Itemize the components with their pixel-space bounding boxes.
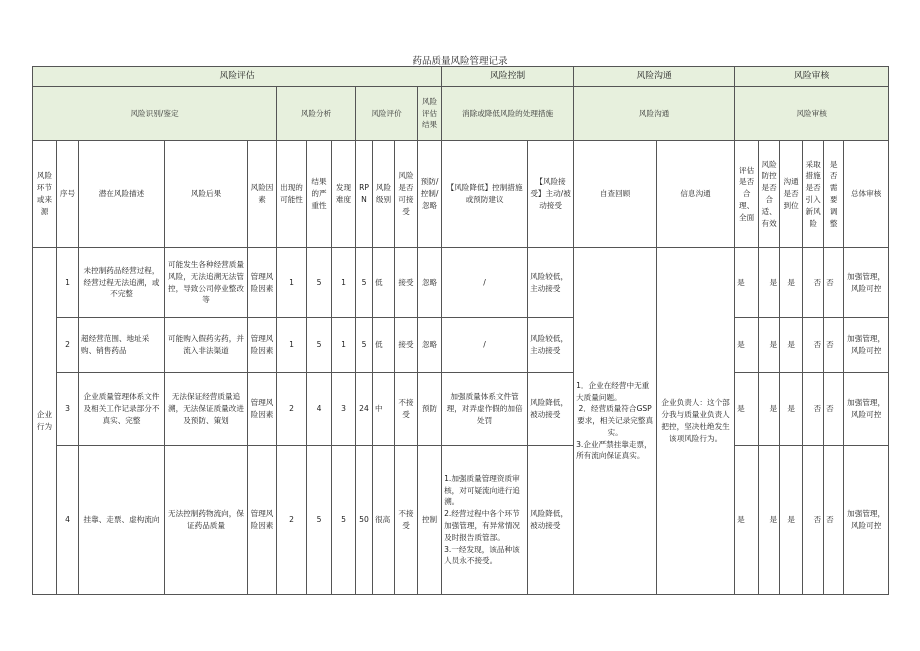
cell-accept: 风险降低，被动接受 [528, 446, 574, 595]
cell-control-ok: 是 [759, 318, 780, 373]
col-control-ok: 风险防控是否合适、有效 [759, 141, 780, 248]
cell-adjust: 否 [824, 446, 844, 595]
cell-adjust: 否 [824, 373, 844, 446]
cell-description: 企业质量管理体系文件及相关工作记录部分不真实、完整 [79, 373, 165, 446]
col-severity: 结果的严重性 [307, 141, 332, 248]
self-review-line: 1．企业在经营中无重大质量问题。 [576, 380, 650, 402]
cell-probability: 1 [277, 318, 307, 373]
header-risk-communication: 风险沟通 [574, 67, 735, 87]
cell-comm-ok: 是 [780, 248, 803, 318]
cell-probability: 1 [277, 248, 307, 318]
risk-management-table [32, 66, 889, 595]
cell-accept: 风险较低，主动接受 [528, 318, 574, 373]
header-analysis: 风险分析 [277, 87, 356, 141]
cell-eval-ok: 是 [735, 248, 759, 318]
cell-adjust: 否 [824, 248, 844, 318]
cell-description: 超经营范围、地址采购、销售药品 [79, 318, 165, 373]
table-row [33, 248, 889, 318]
cell-level: 中 [373, 373, 395, 446]
col-prevent: 预防/控制/忽略 [418, 141, 442, 248]
col-overall: 总体审核 [844, 141, 889, 248]
col-adopt-ok: 采取措施是否引入新风险 [803, 141, 824, 248]
cell-control-ok: 是 [759, 373, 780, 446]
cell-factor: 管理风险因素 [248, 373, 277, 446]
cell-consequence: 无法保证经营质量追溯，无法保证质量改进及预防、策划 [165, 373, 248, 446]
cell-accept: 风险较低，主动接受 [528, 248, 574, 318]
reduce-line: 3.一经发现，该品种该人员永不接受。 [444, 544, 520, 566]
header-evaluation-result: 风险评估结果 [418, 87, 442, 141]
cell-overall: 加强管理，风险可控 [844, 248, 889, 318]
cell-prevent: 忽略 [418, 248, 442, 318]
header-row-3 [33, 141, 889, 248]
col-adjust: 是否需要调整 [824, 141, 844, 248]
col-reduce: 【风险降低】控制措施或预防建议 [442, 141, 528, 248]
cell-factor: 管理风险因素 [248, 446, 277, 595]
col-probability: 出现的可能性 [277, 141, 307, 248]
col-info-comm: 信息沟通 [657, 141, 735, 248]
cell-reduce: 加强质量体系文件管理，对弄虚作假的加倍处罚 [442, 373, 528, 446]
cell-eval-ok: 是 [735, 318, 759, 373]
cell-acceptable: 接受 [395, 318, 418, 373]
cell-accept: 风险降低，被动接受 [528, 373, 574, 446]
table-row [33, 373, 889, 446]
cell-prevent: 控制 [418, 446, 442, 595]
col-rpn: RPN [356, 141, 373, 248]
col-self-review: 自查回顾 [574, 141, 657, 248]
col-description: 潜在风险描述 [79, 141, 165, 248]
col-level: 风险级别 [373, 141, 395, 248]
cell-detectability: 1 [332, 248, 356, 318]
cell-prevent: 预防 [418, 373, 442, 446]
cell-level: 低 [373, 318, 395, 373]
cell-overall: 加强管理，风险可控 [844, 446, 889, 595]
cell-rpn: 5 [356, 248, 373, 318]
cell-source: 企业行为 [33, 248, 57, 595]
table-row [33, 318, 889, 373]
cell-prevent: 忽略 [418, 318, 442, 373]
cell-info-comm: 企业负责人：这个部分我与质量业负责人把控，坚决杜绝发生该项风险行为。 [657, 248, 735, 595]
reduce-line: 2.经营过程中各个环节加强管理，有异常情况及时报告质管部。 [444, 509, 521, 542]
cell-reduce [442, 446, 528, 595]
cell-comm-ok: 是 [780, 446, 803, 595]
cell-seq: 1 [57, 248, 79, 318]
header-risk-assessment: 风险评估 [33, 67, 442, 87]
cell-acceptable: 接受 [395, 248, 418, 318]
cell-adopt-ok: 否 [803, 446, 824, 595]
cell-overall: 加强管理，风险可控 [844, 318, 889, 373]
cell-adopt-ok: 否 [803, 318, 824, 373]
header-review: 风险审核 [735, 87, 889, 141]
header-communication: 风险沟通 [574, 87, 735, 141]
col-source: 风险环节或来源 [33, 141, 57, 248]
cell-rpn: 50 [356, 446, 373, 595]
col-eval-ok: 评估是否合理、全面 [735, 141, 759, 248]
cell-description: 挂靠、走票、虚构流向 [79, 446, 165, 595]
page-title: 药品质量风险管理记录 [412, 56, 508, 67]
cell-level: 很高 [373, 446, 395, 595]
cell-rpn: 24 [356, 373, 373, 446]
table-row [33, 446, 889, 595]
col-comm-ok: 沟通是否到位 [780, 141, 803, 248]
cell-severity: 5 [307, 318, 332, 373]
col-acceptable: 风险是否可接受 [395, 141, 418, 248]
cell-adopt-ok: 否 [803, 248, 824, 318]
col-seq: 序号 [57, 141, 79, 248]
cell-acceptable: 不接受 [395, 373, 418, 446]
header-row-2 [33, 87, 889, 141]
header-risk-review: 风险审核 [735, 67, 889, 87]
cell-eval-ok: 是 [735, 373, 759, 446]
cell-control-ok: 是 [759, 248, 780, 318]
cell-overall: 加强管理，风险可控 [844, 373, 889, 446]
header-identification: 风险识别/鉴定 [33, 87, 277, 141]
cell-severity: 4 [307, 373, 332, 446]
col-detectability: 发现难度 [332, 141, 356, 248]
header-row-1 [33, 67, 889, 87]
cell-probability: 2 [277, 446, 307, 595]
cell-seq: 4 [57, 446, 79, 595]
cell-comm-ok: 是 [780, 373, 803, 446]
cell-probability: 2 [277, 373, 307, 446]
header-measures: 消除或降低风险的处理措施 [442, 87, 574, 141]
cell-seq: 3 [57, 373, 79, 446]
cell-consequence: 无法控制药物流向，保证药品质量 [165, 446, 248, 595]
cell-reduce: / [442, 318, 528, 373]
cell-detectability: 1 [332, 318, 356, 373]
cell-eval-ok: 是 [735, 446, 759, 595]
cell-self-review [574, 248, 657, 595]
cell-factor: 管理风险因素 [248, 318, 277, 373]
cell-severity: 5 [307, 446, 332, 595]
cell-seq: 2 [57, 318, 79, 373]
self-review-line: 2．经营质量符合GSP要求，相关记录完整真实。 [577, 404, 654, 437]
cell-adopt-ok: 否 [803, 373, 824, 446]
col-accept: 【风险接受】主动/被动接受 [528, 141, 574, 248]
reduce-line: 1.加强质量管理资质审核，对可疑流向进行追溯。 [444, 473, 521, 507]
cell-comm-ok: 是 [780, 318, 803, 373]
cell-rpn: 5 [356, 318, 373, 373]
cell-consequence: 可能购入假药劣药，并流入非法渠道 [165, 318, 248, 373]
header-risk-control: 风险控制 [442, 67, 574, 87]
cell-reduce: / [442, 248, 528, 318]
cell-acceptable: 不接受 [395, 446, 418, 595]
cell-severity: 5 [307, 248, 332, 318]
header-evaluation: 风险评价 [356, 87, 418, 141]
cell-level: 低 [373, 248, 395, 318]
cell-detectability: 3 [332, 373, 356, 446]
col-factor: 风险因素 [248, 141, 277, 248]
cell-control-ok: 是 [759, 446, 780, 595]
cell-detectability: 5 [332, 446, 356, 595]
col-consequence: 风险后果 [165, 141, 248, 248]
self-review-line: 3.企业严禁挂靠走票，所有流向保证真实。 [576, 439, 652, 461]
cell-description: 未控制药品经营过程，经营过程无法追溯，或不完整 [79, 248, 165, 318]
cell-consequence: 可能发生各种经营质量风险，无法追溯无法管控，导致公司停业整改等 [165, 248, 248, 318]
cell-factor: 管理风险因素 [248, 248, 277, 318]
cell-adjust: 否 [824, 318, 844, 373]
